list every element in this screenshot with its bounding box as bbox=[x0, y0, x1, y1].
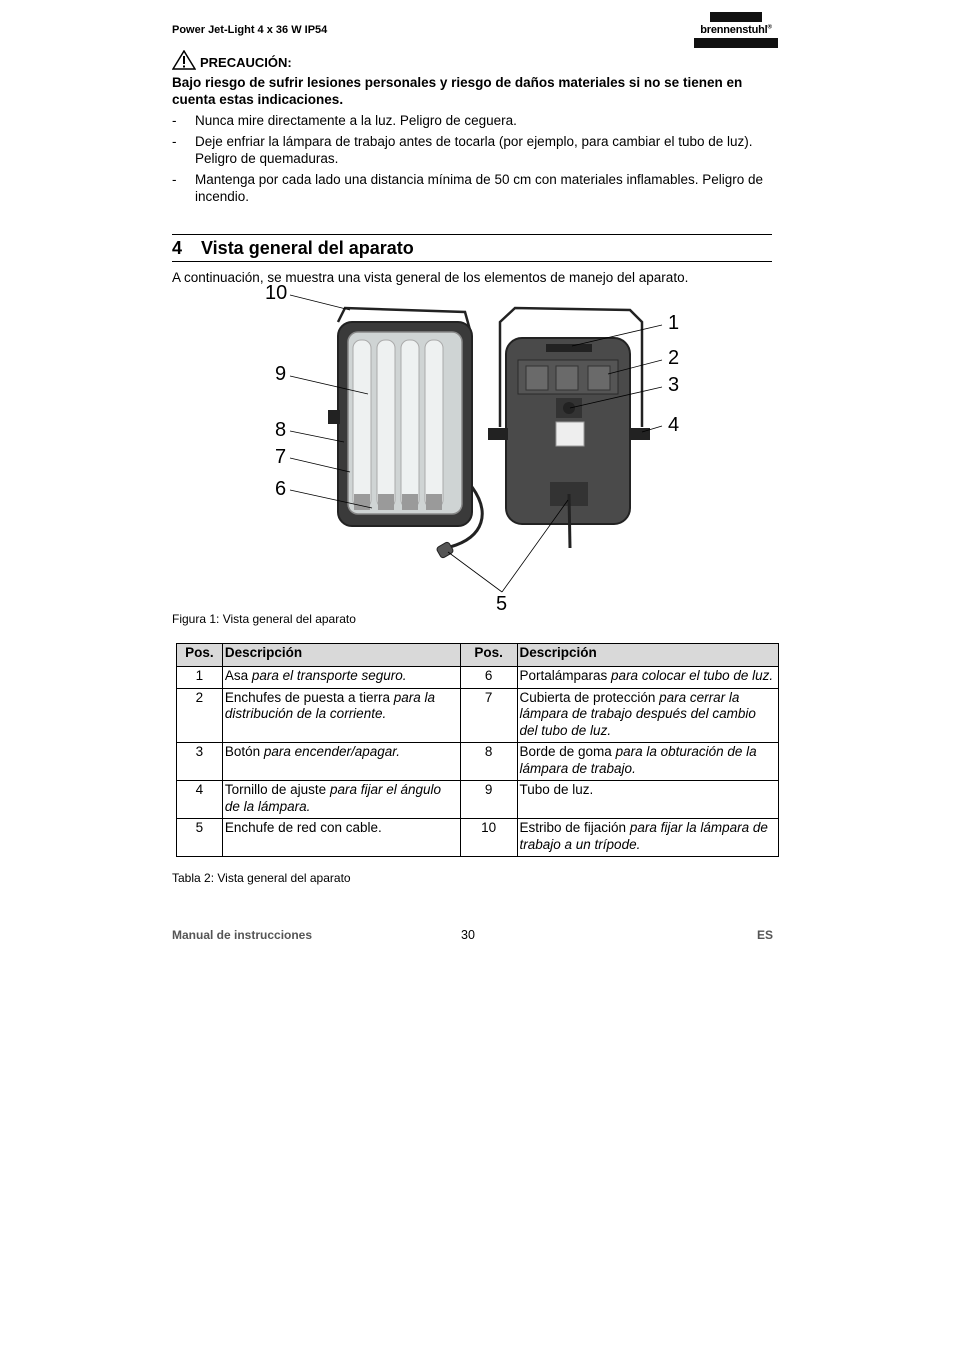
section-intro: A continuación, se muestra una vista general de los elementos de manejo del aparato. bbox=[172, 270, 689, 285]
table-row bbox=[177, 743, 779, 781]
pos-cell: 10 bbox=[460, 819, 517, 857]
callout-8: 8 bbox=[275, 419, 287, 441]
col-header-pos: Pos. bbox=[460, 644, 517, 667]
callout-7: 7 bbox=[275, 446, 287, 468]
description-cell: Cubierta de protección para cerrar la lámpara de trabajo después del cambio del tubo de luz. bbox=[517, 688, 779, 743]
description-cell: Enchufes de puesta a tierra para la distribución de la corriente. bbox=[222, 688, 460, 743]
warning-triangle-icon bbox=[172, 50, 196, 70]
col-header-description: Descripción bbox=[222, 644, 460, 667]
brand-mark: ® bbox=[767, 24, 772, 31]
caution-heading-text: PRECAUCIÓN: bbox=[200, 55, 292, 70]
description-cell: Tubo de luz. bbox=[517, 781, 779, 819]
pos-cell: 1 bbox=[177, 667, 223, 689]
caution-body: Bajo riesgo de sufrir lesiones personales y riesgo de daños materiales si no se tienen en cuenta estas indicaciones. bbox=[172, 75, 743, 107]
table-row bbox=[177, 781, 779, 819]
pos-cell: 6 bbox=[460, 667, 517, 689]
table-caption: Tabla 2: Vista general del aparato bbox=[172, 871, 351, 885]
caution-bullet: - Nunca mire directamente a la luz. Peligro de ceguera. bbox=[172, 112, 772, 129]
description-cell: Tornillo de ajuste para fijar el ángulo de la lámpara. bbox=[222, 781, 460, 819]
device-overview-figure bbox=[250, 282, 710, 622]
callout-1: 1 bbox=[668, 312, 680, 334]
caution-bullet-list bbox=[172, 112, 772, 209]
figure-caption: Figura 1: Vista general del aparato bbox=[172, 612, 356, 626]
description-cell: Botón para encender/apagar. bbox=[222, 743, 460, 781]
caution-bullet: - Mantenga por cada lado una distancia mínima de 50 cm con materiales inflamables. Peligro de incendio. bbox=[172, 171, 772, 205]
pos-cell: 8 bbox=[460, 743, 517, 781]
caution-heading bbox=[172, 50, 292, 70]
brand-name: brennenstuhl bbox=[700, 24, 768, 36]
logo-bar-bottom bbox=[694, 38, 778, 48]
table-row bbox=[177, 667, 779, 689]
table-header-row bbox=[177, 644, 779, 667]
caution-bullet: - Deje enfriar la lámpara de trabajo antes de tocarla (por ejemplo, para cambiar el tubo de luz). Peligro de quemaduras. bbox=[172, 133, 772, 167]
document-header-title: Power Jet-Light 4 x 36 W IP54 bbox=[172, 24, 328, 36]
callout-10: 10 bbox=[265, 282, 288, 304]
pos-cell: 5 bbox=[177, 819, 223, 857]
table-row bbox=[177, 819, 779, 857]
pos-cell: 9 bbox=[460, 781, 517, 819]
device-illustration bbox=[250, 282, 710, 622]
section-title: Vista general del aparato bbox=[201, 238, 414, 258]
footer-manual-title: Manual de instrucciones bbox=[172, 928, 313, 942]
description-cell: Portalámparas para colocar el tubo de luz. bbox=[517, 667, 779, 689]
table-row bbox=[177, 688, 779, 743]
callout-5: 5 bbox=[496, 593, 508, 615]
description-cell: Estribo de fijación para fijar la lámpara de trabajo a un trípode. bbox=[517, 819, 779, 857]
callout-6: 6 bbox=[275, 478, 287, 500]
pos-cell: 4 bbox=[177, 781, 223, 819]
callout-4: 4 bbox=[668, 414, 680, 436]
pos-cell: 3 bbox=[177, 743, 223, 781]
page-number: 30 bbox=[461, 928, 475, 942]
callout-2: 2 bbox=[668, 347, 680, 369]
brand-logo bbox=[694, 12, 778, 48]
pos-cell: 7 bbox=[460, 688, 517, 743]
logo-bar-top bbox=[710, 12, 762, 22]
section-number: 4 bbox=[172, 238, 183, 258]
pos-cell: 2 bbox=[177, 688, 223, 743]
description-cell: Enchufe de red con cable. bbox=[222, 819, 460, 857]
callout-9: 9 bbox=[275, 363, 287, 385]
section-heading bbox=[172, 234, 772, 262]
description-cell: Asa para el transporte seguro. bbox=[222, 667, 460, 689]
parts-table bbox=[176, 643, 779, 857]
callout-3: 3 bbox=[668, 374, 680, 396]
footer-language: ES bbox=[757, 928, 774, 942]
col-header-pos: Pos. bbox=[177, 644, 223, 667]
col-header-description: Descripción bbox=[517, 644, 779, 667]
description-cell: Borde de goma para la obturación de la lámpara de trabajo. bbox=[517, 743, 779, 781]
